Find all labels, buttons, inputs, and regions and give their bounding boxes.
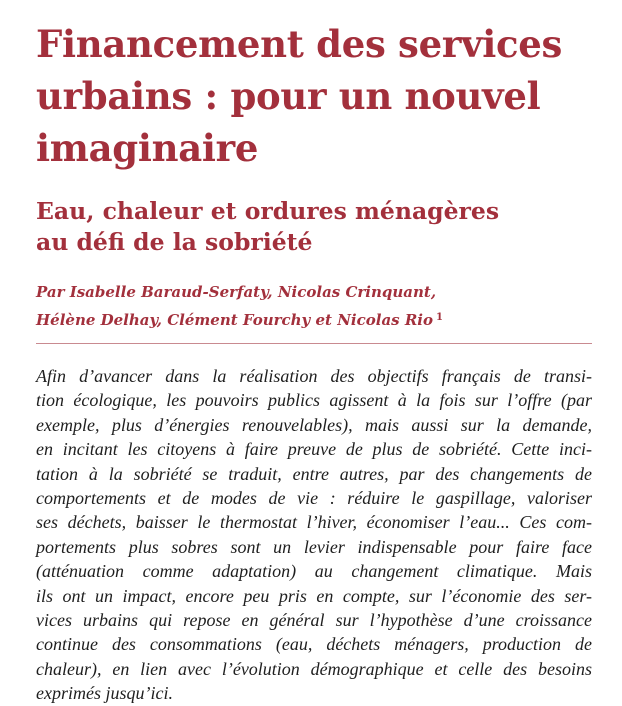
- abstract-line: ils ont un impact, encore peu pris en compte, sur l’économie des ser-: [36, 585, 592, 606]
- author-line: Par Isabelle Baraud-Serfaty, Nicolas Crinquant,: [36, 283, 437, 301]
- abstract-line: tion écologique, les pouvoirs publics agissent à la fois sur l’offre (par: [36, 390, 592, 411]
- title-line: Financement des services: [36, 22, 562, 66]
- title-line: imaginaire: [36, 126, 259, 170]
- divider: [36, 343, 592, 344]
- article-title: [36, 18, 592, 174]
- abstract-line: en incitant les citoyens à faire preuve de plus de sobriété. Cette inci-: [36, 439, 592, 460]
- abstract-line: portements plus sobres sont un levier indispensable pour faire face: [36, 536, 592, 557]
- author-line: [36, 305, 592, 333]
- title-line: urbains : pour un nouvel: [36, 74, 541, 118]
- article-authors: [36, 280, 592, 333]
- abstract-line: tation à la sobriété se traduit, entre autres, par des changements de: [36, 463, 592, 484]
- abstract-line: Afin d’avancer dans la réalisation des objectifs français de transi-: [36, 366, 592, 386]
- abstract: [36, 364, 592, 706]
- article-header: [36, 18, 592, 706]
- author-line-text: Hélène Delhay, Clément Fourchy et Nicolas Rio: [36, 311, 433, 329]
- abstract-line: ses déchets, baisser le thermostat l’hiver, économiser l’eau... Ces com-: [36, 512, 592, 533]
- abstract-line: chaleur), en lien avec l’évolution démographique et celle des besoins: [36, 658, 592, 679]
- abstract-line: vices urbains qui repose en général sur l’hypothèse d’une croissance: [36, 610, 592, 631]
- abstract-line: comportements et de modes de vie : réduire le gaspillage, valoriser: [36, 488, 592, 509]
- article-subtitle: [36, 196, 592, 258]
- footnote-marker[interactable]: 1: [436, 312, 443, 323]
- subtitle-line: au défi de la sobriété: [36, 228, 313, 256]
- subtitle-line: Eau, chaleur et ordures ménagères: [36, 197, 500, 225]
- abstract-line: (atténuation comme adaptation) au changement climatique. Mais: [36, 561, 592, 582]
- abstract-line: continue des consommations (eau, déchets ménagers, production de: [36, 634, 592, 655]
- abstract-line: exemple, plus d’énergies renouvelables), mais aussi sur la demande,: [36, 414, 592, 435]
- abstract-line: exprimés jusqu’ici.: [36, 683, 173, 704]
